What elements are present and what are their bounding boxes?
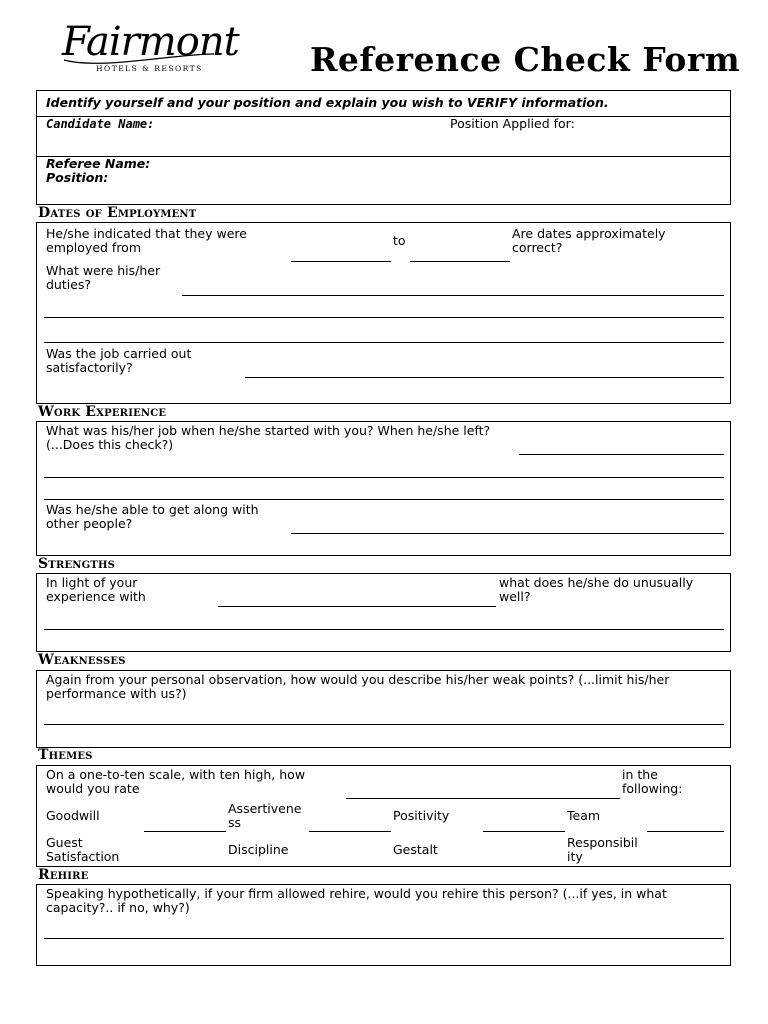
strengths-line[interactable] [44, 629, 724, 630]
section-dates-heading: Dates of Employment [38, 205, 197, 221]
assertiveness-label: Assertivene ss [228, 801, 302, 830]
weaknesses-question: Again from your personal observation, how would you describe his/her weak points? (...limit his/her performance with us?) [46, 672, 670, 701]
section-rehire-heading: Rehire [38, 867, 89, 883]
section-strengths-heading: Strengths [38, 556, 116, 572]
rehire-question: Speaking hypothetically, if your firm allowed rehire, would you rehire this person? (...if yes, in what capacity?.. if no, why?) [46, 886, 667, 915]
discipline-label: Discipline [228, 842, 289, 857]
satisfactory-label: Was the job carried out satisfactorily? [46, 346, 192, 375]
duties-label: What were his/her duties? [46, 263, 161, 292]
candidate-name-label: Candidate Name: [46, 117, 155, 131]
get-along-line[interactable] [291, 533, 724, 534]
team-label: Team [567, 808, 601, 823]
positivity-line[interactable] [483, 831, 565, 832]
team-line[interactable] [647, 831, 724, 832]
goodwill-label: Goodwill [46, 808, 100, 823]
duties-line-3[interactable] [44, 342, 724, 343]
referee-position-label: Position: [46, 170, 109, 185]
duties-line-1[interactable] [182, 295, 724, 296]
fairmont-logo [62, 18, 239, 78]
page-title: Reference Check Form [310, 40, 741, 79]
section-work-heading: Work Experience [38, 404, 167, 420]
guest-satisfaction-label: Guest Satisfaction [46, 835, 120, 864]
position-applied-label: Position Applied for: [450, 116, 575, 131]
themes-rate-line[interactable] [346, 798, 620, 799]
responsibility-label: Responsibil ity [567, 835, 638, 864]
referee-name-label: Referee Name: [46, 156, 151, 171]
themes-following-label: in the following: [622, 767, 683, 796]
strengths-experience-line[interactable] [218, 606, 496, 607]
work-question: What was his/her job when he/she started with you? When he/she left? (...Does this check?) [46, 423, 491, 452]
section-weaknesses-heading: Weaknesses [38, 652, 126, 668]
rehire-line[interactable] [44, 938, 724, 939]
logo-tagline: HOTELS & RESORTS [96, 64, 203, 73]
goodwill-line[interactable] [144, 831, 226, 832]
work-line-2[interactable] [44, 477, 724, 478]
employed-from-label: He/she indicated that they were employed from [46, 226, 247, 255]
themes-scale-label: On a one-to-ten scale, with ten high, how would you rate [46, 767, 306, 796]
duties-line-2[interactable] [44, 317, 724, 318]
strengths-light-label: In light of your experience with [46, 575, 146, 604]
section-themes-heading: Themes [38, 747, 93, 763]
to-date-line[interactable] [410, 261, 510, 262]
satisfactory-line[interactable] [245, 377, 724, 378]
intro-instruction: Identify yourself and your position and explain you wish to VERIFY information. [46, 95, 609, 110]
work-line-1[interactable] [519, 454, 724, 455]
positivity-label: Positivity [393, 808, 450, 823]
work-line-3[interactable] [44, 499, 724, 500]
weaknesses-line[interactable] [44, 724, 724, 725]
get-along-label: Was he/she able to get along with other people? [46, 502, 259, 531]
from-date-line[interactable] [291, 261, 391, 262]
gestalt-label: Gestalt [393, 842, 438, 857]
to-label: to [393, 233, 406, 248]
strengths-unusually-label: what does he/she do unusually well? [499, 575, 694, 604]
assertiveness-line[interactable] [309, 831, 391, 832]
logo-brand: Fairmont [62, 19, 239, 65]
dates-correct-label: Are dates approximately correct? [512, 226, 666, 255]
